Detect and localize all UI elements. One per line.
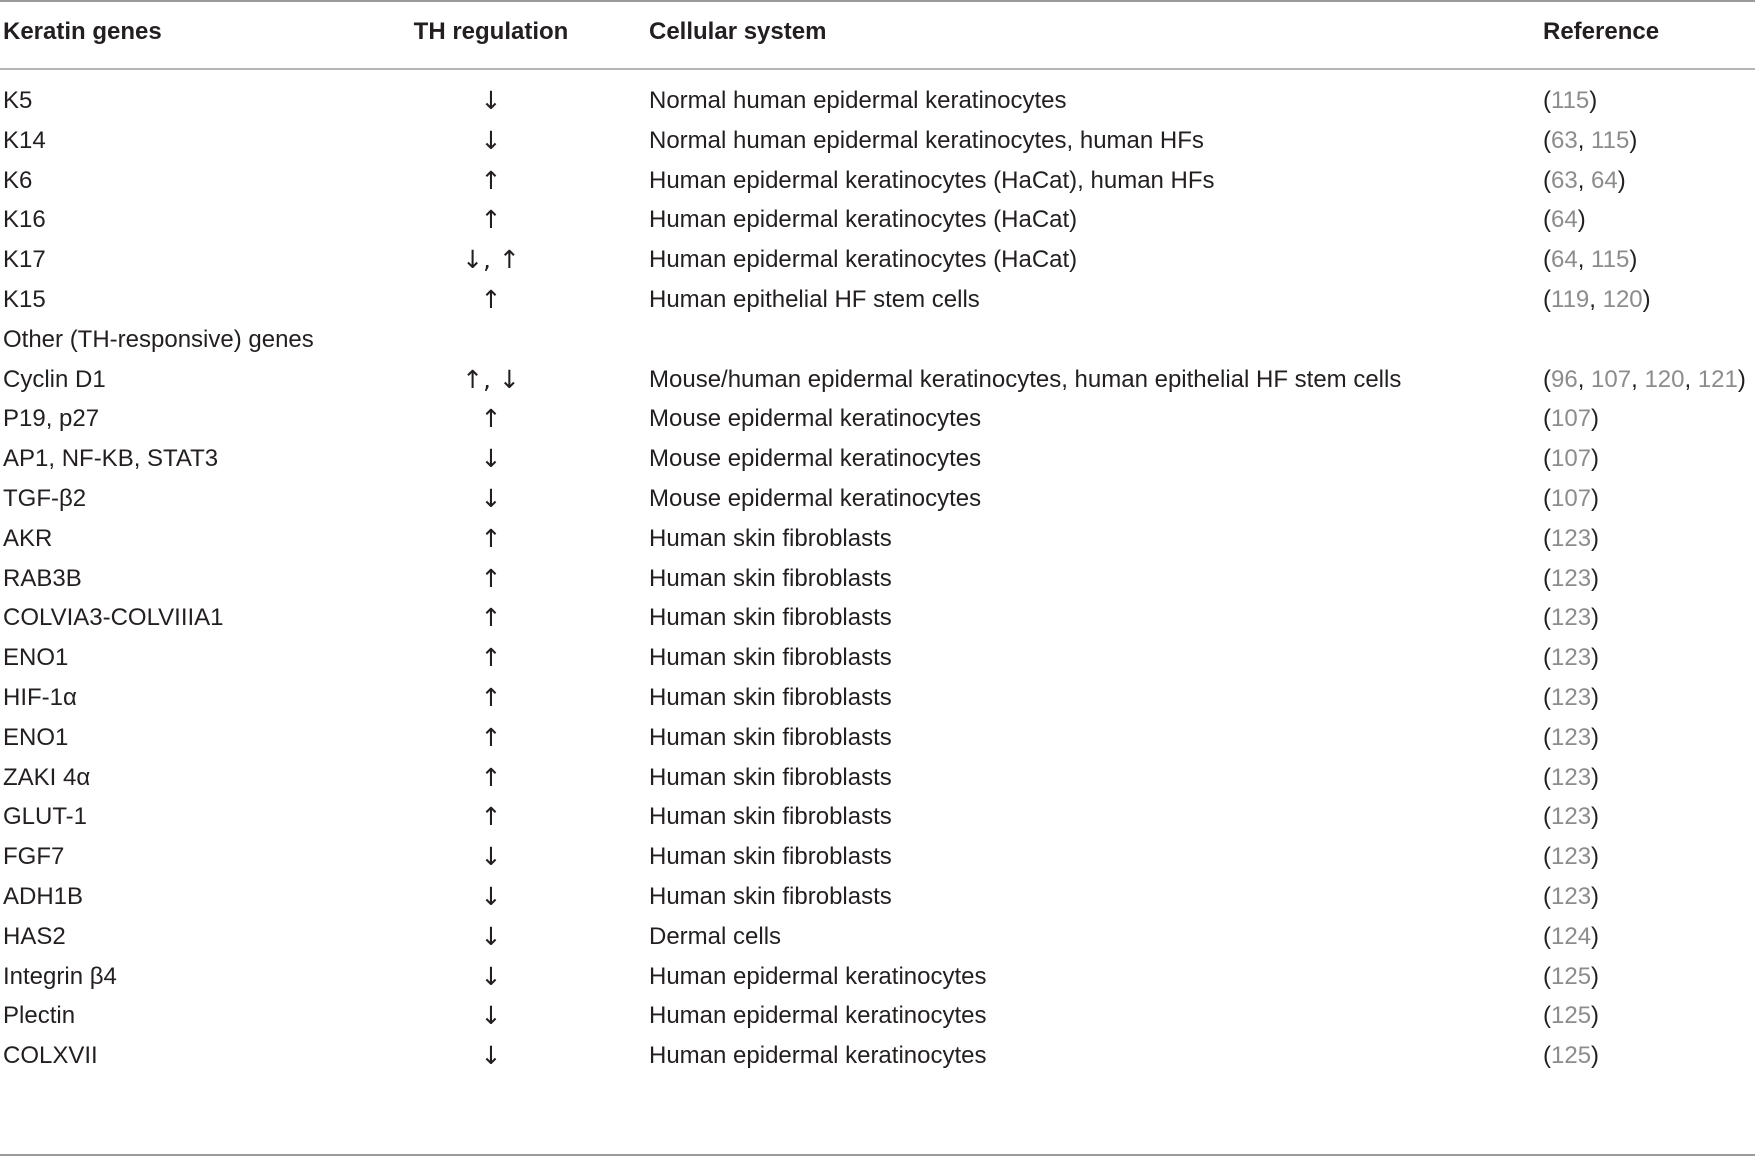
reference-link[interactable]: 123 [1551, 604, 1592, 632]
table-row [0, 362, 1755, 402]
cell-reference: (123) [1543, 843, 1600, 871]
cell-th-regulation: ↑ [480, 284, 502, 314]
table-row [0, 322, 1755, 362]
table-row [0, 83, 1755, 123]
table-row [0, 720, 1755, 760]
cell-reference: (123) [1543, 644, 1600, 672]
cell-cellular-system: Human epidermal keratinocytes (HaCat), human HFs [649, 166, 1215, 194]
cell-gene: HIF-1α [3, 683, 77, 711]
cell-reference: (125) [1543, 962, 1600, 990]
cell-reference: (107) [1543, 405, 1600, 433]
reference-link[interactable]: 123 [1551, 843, 1592, 871]
cell-cellular-system: Human epidermal keratinocytes [649, 962, 987, 990]
cell-th-regulation: ↓ [480, 1001, 502, 1031]
reference-link[interactable]: 123 [1551, 564, 1592, 592]
cell-th-regulation: ↑, ↓ [462, 364, 520, 394]
cell-gene: ENO1 [3, 723, 69, 751]
cell-gene: K16 [3, 206, 46, 234]
table-row [0, 521, 1755, 561]
cell-gene: AKR [3, 524, 53, 552]
cell-cellular-system: Human skin fibroblasts [649, 803, 892, 831]
table-row [0, 561, 1755, 601]
cell-th-regulation: ↓ [480, 921, 502, 951]
cell-th-regulation: ↑ [480, 205, 502, 235]
cell-reference: (64) [1543, 206, 1586, 234]
table-row [0, 799, 1755, 839]
cell-cellular-system: Human skin fibroblasts [649, 763, 892, 791]
cell-th-regulation: ↓ [480, 961, 502, 991]
reference-link[interactable]: 115 [1551, 87, 1590, 114]
cell-gene: Other (TH-responsive) genes [3, 325, 314, 353]
cell-th-regulation: ↑ [480, 762, 502, 792]
reference-link[interactable]: 119 [1551, 285, 1590, 313]
table-row [0, 123, 1755, 163]
cell-gene: AP1, NF-KB, STAT3 [3, 445, 219, 473]
cell-cellular-system: Mouse/human epidermal keratinocytes, human epithelial HF stem cells [649, 365, 1402, 393]
cell-gene: ENO1 [3, 644, 69, 672]
cell-gene: HAS2 [3, 922, 66, 950]
reference-link[interactable]: 123 [1551, 524, 1592, 552]
cell-reference: (123) [1543, 763, 1600, 791]
table-row [0, 282, 1755, 322]
table-row [0, 998, 1755, 1038]
cell-cellular-system: Human skin fibroblasts [649, 683, 892, 711]
cell-reference: (115) [1543, 87, 1598, 114]
cell-gene: K17 [3, 246, 46, 274]
table-row [0, 202, 1755, 242]
reference-link[interactable]: 64 [1551, 246, 1578, 274]
table-row [0, 879, 1755, 919]
cell-reference: (96, 107, 120, 121) [1543, 365, 1746, 393]
cell-cellular-system: Human skin fibroblasts [649, 843, 892, 871]
cell-reference: (125) [1543, 1042, 1600, 1070]
table-row [0, 1038, 1755, 1078]
reference-link[interactable]: 125 [1551, 1042, 1592, 1070]
table-top-rule [0, 0, 1755, 2]
reference-link[interactable]: 64 [1591, 166, 1618, 194]
reference-link[interactable]: 63 [1551, 166, 1578, 194]
cell-reference: (123) [1543, 723, 1600, 751]
cell-cellular-system: Human epidermal keratinocytes (HaCat) [649, 246, 1078, 274]
cell-th-regulation: ↑ [480, 722, 502, 752]
reference-link[interactable]: 124 [1551, 922, 1592, 950]
cell-th-regulation: ↑ [480, 802, 502, 832]
cell-th-regulation: ↓ [480, 483, 502, 513]
cell-cellular-system: Human skin fibroblasts [649, 882, 892, 910]
table-row [0, 481, 1755, 521]
table-row [0, 163, 1755, 203]
header-cellular-system: Cellular system [649, 18, 827, 45]
cell-cellular-system: Human epidermal keratinocytes (HaCat) [649, 206, 1078, 234]
cell-th-regulation: ↓ [480, 125, 502, 155]
reference-link[interactable]: 107 [1591, 365, 1632, 393]
table-row [0, 839, 1755, 879]
cell-cellular-system: Human epidermal keratinocytes [649, 1042, 987, 1070]
table-row [0, 680, 1755, 720]
cell-reference: (63, 64) [1543, 166, 1626, 194]
reference-link[interactable]: 115 [1591, 246, 1630, 274]
cell-gene: TGF-β2 [3, 484, 87, 512]
cell-gene: GLUT-1 [3, 803, 88, 831]
table-bottom-rule [0, 1154, 1755, 1156]
cell-cellular-system: Human skin fibroblasts [649, 644, 892, 672]
reference-link[interactable]: 123 [1551, 683, 1592, 711]
cell-cellular-system: Normal human epidermal keratinocytes, human HFs [649, 126, 1204, 154]
cell-reference: (64, 115) [1543, 246, 1638, 274]
cell-th-regulation: ↑ [480, 563, 502, 593]
cell-gene: P19, p27 [3, 405, 100, 433]
cell-reference: (63, 115) [1543, 126, 1638, 154]
header-rule [0, 68, 1755, 70]
cell-th-regulation: ↓ [480, 444, 502, 474]
header-reference: Reference [1543, 18, 1660, 45]
cell-cellular-system: Human skin fibroblasts [649, 604, 892, 632]
table-body [0, 83, 1755, 1078]
cell-gene: Cyclin D1 [3, 365, 106, 393]
cell-gene: FGF7 [3, 843, 65, 871]
cell-th-regulation: ↑ [480, 165, 502, 195]
cell-gene: K15 [3, 285, 46, 313]
cell-reference: (124) [1543, 922, 1600, 950]
cell-cellular-system: Human skin fibroblasts [649, 564, 892, 592]
cell-reference: (123) [1543, 564, 1600, 592]
reference-link[interactable]: 64 [1551, 206, 1578, 234]
cell-gene: Integrin β4 [3, 962, 117, 990]
cell-gene: ADH1B [3, 882, 84, 910]
cell-reference: (123) [1543, 683, 1600, 711]
cell-th-regulation: ↑ [480, 603, 502, 633]
table-row [0, 600, 1755, 640]
reference-link[interactable]: 96 [1551, 365, 1578, 393]
cell-reference: (107) [1543, 484, 1600, 512]
cell-th-regulation: ↓ [480, 1041, 502, 1071]
cell-th-regulation: ↑ [480, 404, 502, 434]
cell-cellular-system: Mouse epidermal keratinocytes [649, 405, 982, 433]
cell-gene: COLXVII [3, 1042, 98, 1070]
cell-cellular-system: Human skin fibroblasts [649, 723, 892, 751]
table-row [0, 640, 1755, 680]
cell-cellular-system: Human epidermal keratinocytes [649, 1002, 987, 1030]
reference-link[interactable]: 123 [1551, 723, 1592, 751]
table-row [0, 760, 1755, 800]
reference-link[interactable]: 115 [1591, 126, 1630, 154]
reference-link[interactable]: 107 [1551, 445, 1592, 473]
cell-reference: (123) [1543, 604, 1600, 632]
cell-gene: K5 [3, 87, 33, 114]
cell-gene: RAB3B [3, 564, 82, 592]
cell-th-regulation: ↑ [480, 682, 502, 712]
table-header-row [0, 14, 1755, 50]
reference-link[interactable]: 123 [1551, 882, 1592, 910]
cell-reference: (123) [1543, 524, 1600, 552]
reference-link[interactable]: 123 [1551, 763, 1592, 791]
cell-reference: (119, 120) [1543, 285, 1651, 313]
cell-th-regulation: ↑ [480, 643, 502, 673]
cell-cellular-system: Normal human epidermal keratinocytes [649, 87, 1067, 114]
cell-gene: COLVIA3-COLVIIIA1 [3, 604, 224, 632]
table-row [0, 959, 1755, 999]
cell-reference: (123) [1543, 882, 1600, 910]
cell-gene: ZAKI 4α [3, 763, 91, 791]
cell-reference: (107) [1543, 445, 1600, 473]
reference-link[interactable]: 121 [1697, 365, 1738, 393]
table-row [0, 441, 1755, 481]
header-th-regulation: TH regulation [413, 18, 569, 45]
reference-link[interactable]: 125 [1551, 962, 1592, 990]
cell-reference: (123) [1543, 803, 1600, 831]
cell-gene: K14 [3, 126, 46, 154]
table-row [0, 242, 1755, 282]
cell-th-regulation: ↓ [480, 842, 502, 872]
reference-link[interactable]: 120 [1644, 365, 1685, 393]
reference-link[interactable]: 107 [1551, 405, 1592, 433]
table-row [0, 919, 1755, 959]
cell-th-regulation: ↓, ↑ [462, 245, 520, 275]
cell-gene: Plectin [3, 1002, 76, 1030]
cell-th-regulation: ↓ [480, 881, 502, 911]
reference-link[interactable]: 120 [1602, 285, 1643, 313]
cell-gene: K6 [3, 166, 33, 194]
reference-link[interactable]: 125 [1551, 1002, 1592, 1030]
cell-cellular-system: Mouse epidermal keratinocytes [649, 484, 982, 512]
reference-link[interactable]: 123 [1551, 644, 1592, 672]
reference-link[interactable]: 63 [1551, 126, 1578, 154]
cell-th-regulation: ↓ [480, 86, 502, 115]
header-keratin-genes: Keratin genes [3, 18, 162, 45]
cell-cellular-system: Dermal cells [649, 922, 782, 950]
reference-link[interactable]: 123 [1551, 803, 1592, 831]
reference-link[interactable]: 107 [1551, 484, 1592, 512]
cell-cellular-system: Human epithelial HF stem cells [649, 285, 980, 313]
cell-cellular-system: Human skin fibroblasts [649, 524, 892, 552]
cell-cellular-system: Mouse epidermal keratinocytes [649, 445, 982, 473]
cell-reference: (125) [1543, 1002, 1600, 1030]
cell-th-regulation: ↑ [480, 523, 502, 553]
table-row [0, 401, 1755, 441]
